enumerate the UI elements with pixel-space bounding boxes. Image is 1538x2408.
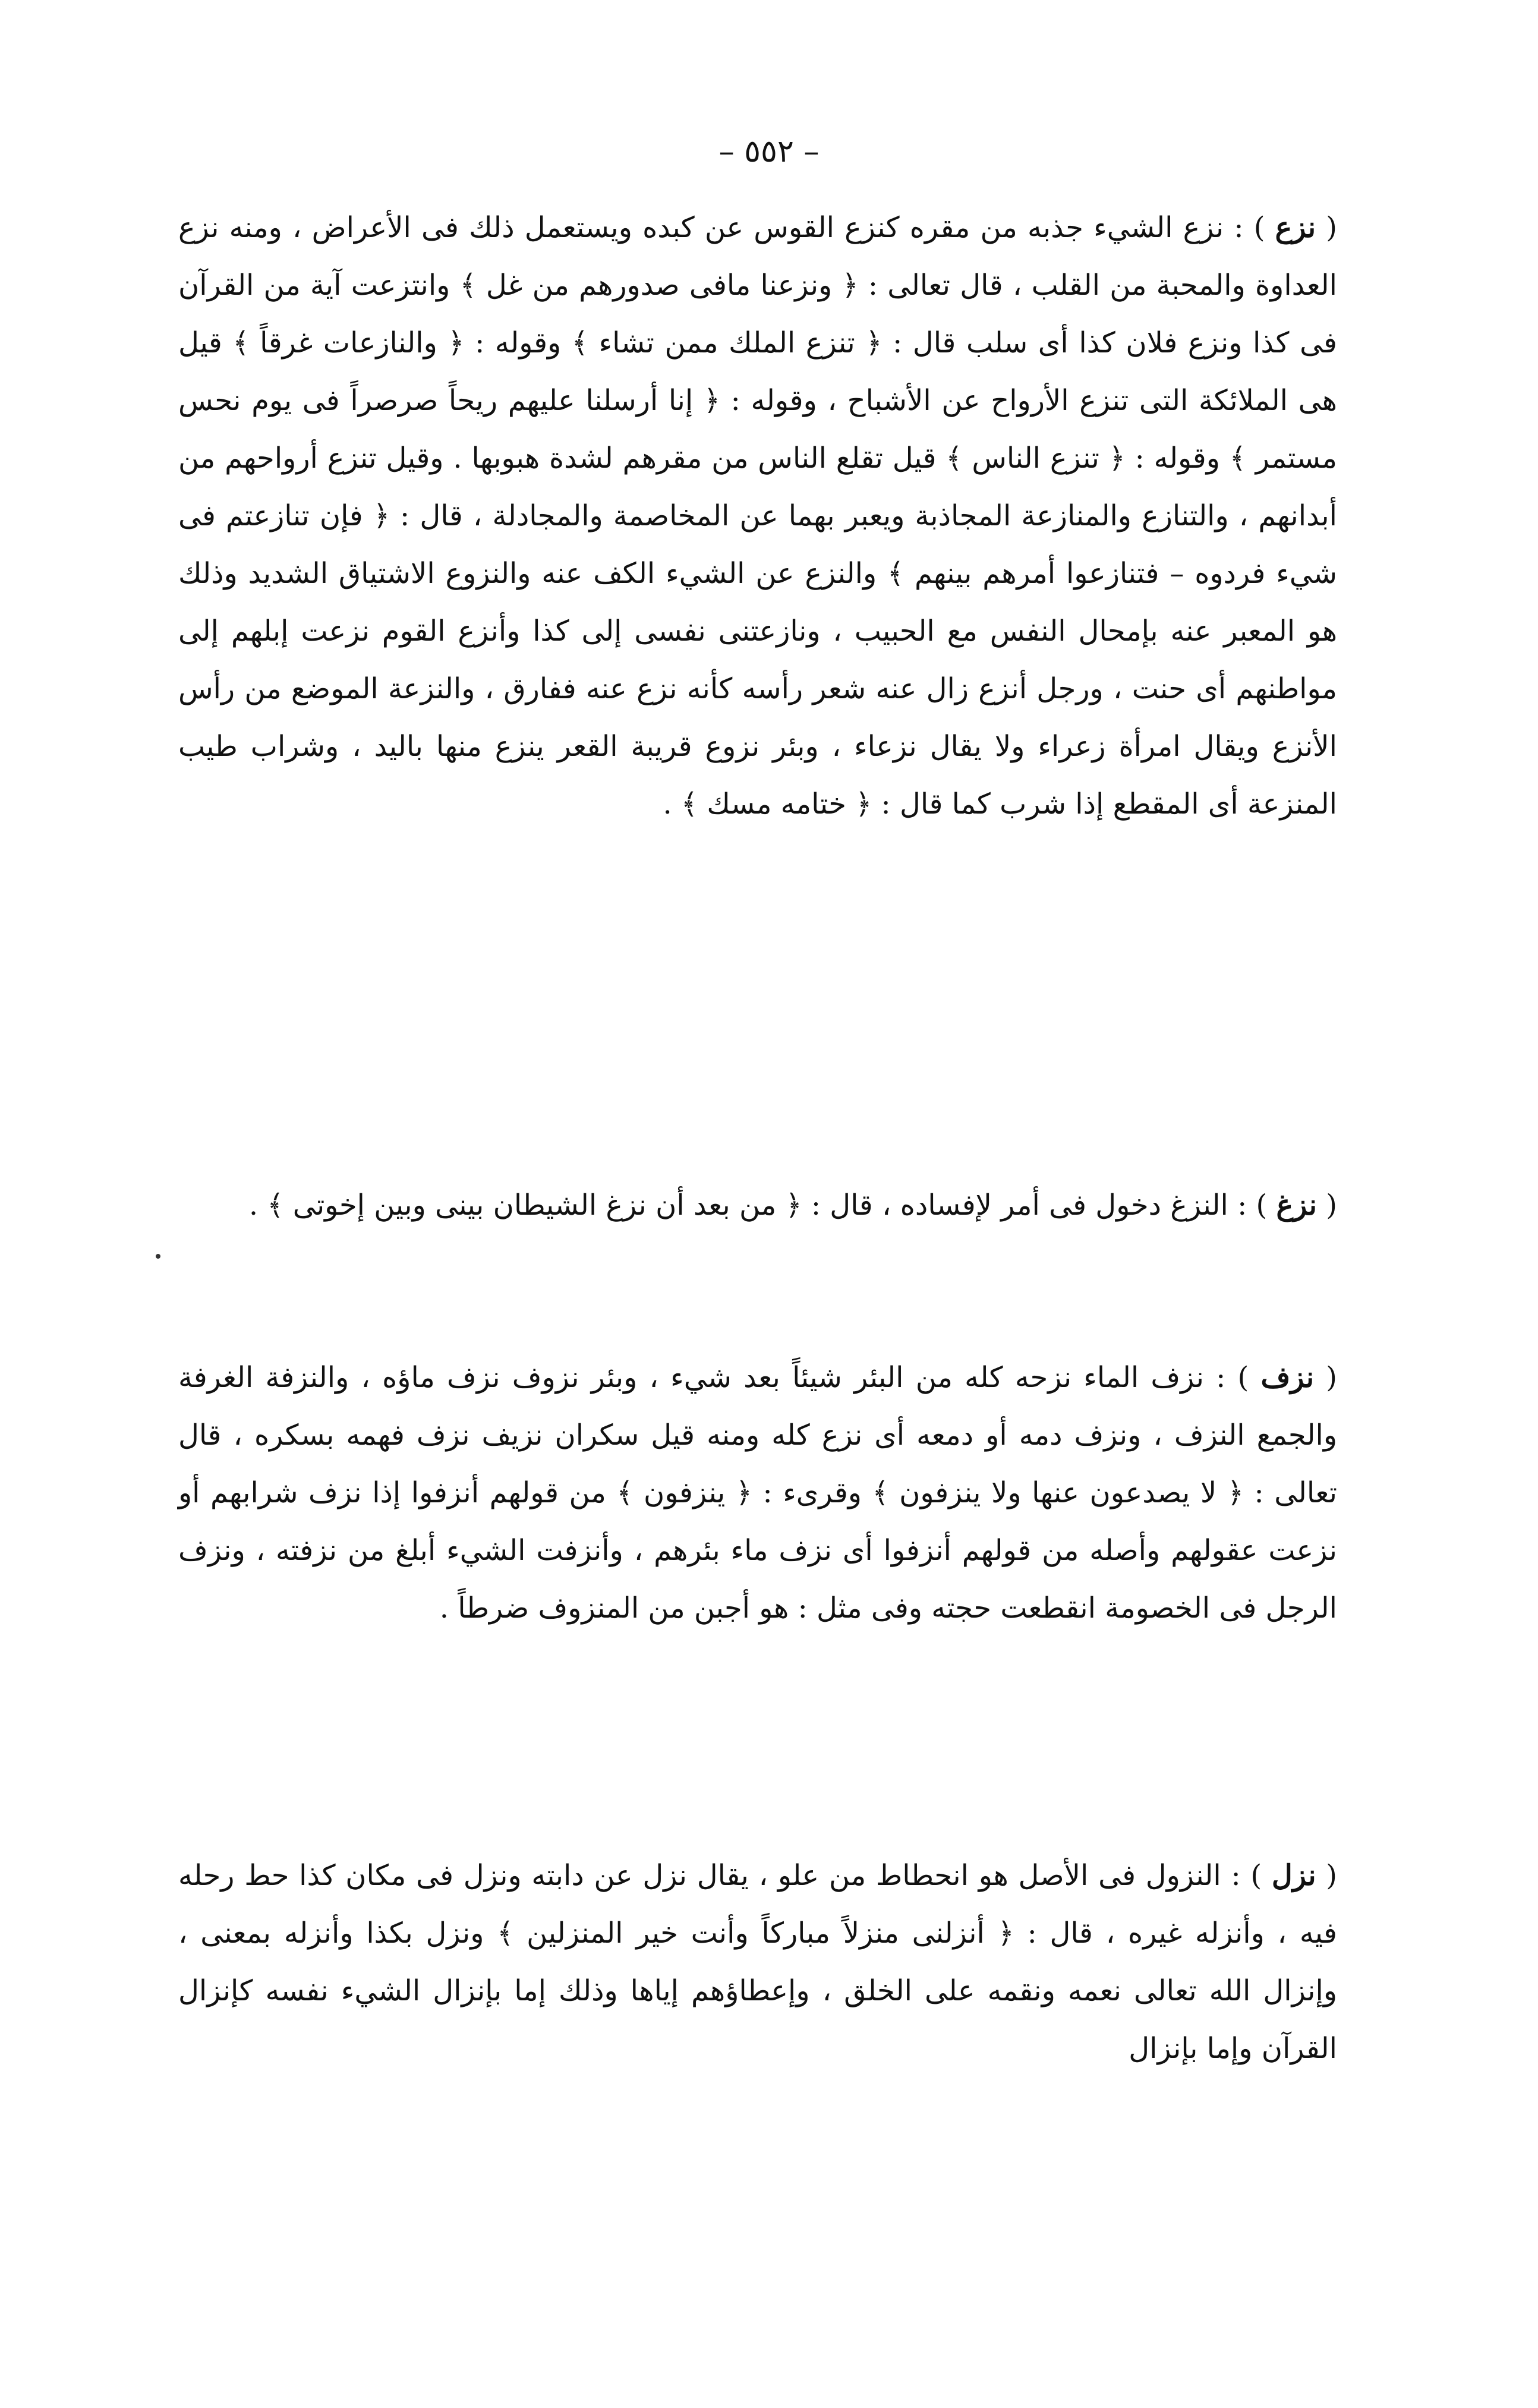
- page-number: – ٥٥٢ –: [718, 134, 820, 169]
- dictionary-entry-nazaf: [178, 1349, 1337, 1637]
- entry-headword: نزغ: [1276, 1189, 1318, 1222]
- entry-headword: نزف: [1260, 1361, 1315, 1394]
- close-paren: ): [1247, 1189, 1277, 1222]
- open-paren: (: [1316, 211, 1338, 244]
- dictionary-entry-naza: [178, 199, 1337, 833]
- open-paren: (: [1316, 1859, 1338, 1892]
- close-paren: ): [1225, 1361, 1261, 1394]
- dictionary-entry-nazagh: [178, 1177, 1337, 1234]
- open-paren: (: [1317, 1189, 1337, 1222]
- entry-headword: نزل: [1271, 1859, 1316, 1892]
- entry-body: : نزف الماء نزحه كله من البئر شيئاً بعد شيء ، وبئر نزوف نزف ماؤه ، والنزفة الغرفة والجمع النزف ، ونزف دمه أو دمعه أى نزع كله ومنه قيل سكران نزيف نزف فهمه بسكره ، قال تعالى : ﴿ لا يصدعون عنها ولا ينزفون ﴾ وقرىء : ﴿ ينزفون ﴾ من قولهم أنزفوا إذا نزف شرابهم أو نزعت عقولهم وأصله من قولهم أنزفوا أى نزف ماء بئرهم ، وأنزفت الشيء أبلغ من نزفته ، ونزف الرجل فى الخصومة انقطعت حجته وفى مثل : هو أجبن من المنزوف ضرطاً .: [178, 1361, 1337, 1625]
- close-paren: ): [1243, 211, 1275, 244]
- open-paren: (: [1314, 1361, 1338, 1394]
- entry-headword: نزع: [1275, 211, 1316, 244]
- dictionary-entry-nazal: [178, 1847, 1337, 2078]
- close-paren: ): [1240, 1859, 1272, 1892]
- entry-body: : النزغ دخول فى أمر لإفساده ، قال : ﴿ من بعد أن نزغ الشيطان بينى وبين إخوتى ﴾ .: [248, 1189, 1247, 1222]
- margin-dot: [156, 1254, 160, 1259]
- entry-body: : نزع الشيء جذبه من مقره كنزع القوس عن كبده ويستعمل ذلك فى الأعراض ، ومنه نزع العداوة والمحبة من القلب ، قال تعالى : ﴿ ونزعنا مافى صدورهم من غل ﴾ وانتزعت آية من القرآن فى كذا ونزع فلان كذا أى سلب قال : ﴿ تنزع الملك ممن تشاء ﴾ وقوله : ﴿ والنازعات غرقاً ﴾ قيل هى الملائكة التى تنزع الأرواح عن الأشباح ، وقوله : ﴿ إنا أرسلنا عليهم ريحاً صرصراً فى يوم نحس مستمر ﴾ وقوله : ﴿ تنزع الناس ﴾ قيل تقلع الناس من مقرهم لشدة هبوبها . وقيل تنزع أرواحهم من أبدانهم ، والتنازع والمنازعة المجاذبة ويعبر بهما عن المخاصمة والمجادلة ، قال : ﴿ فإن تنازعتم فى شيء فردوه – فتنازعوا أمرهم بينهم ﴾ والنزع عن الشيء الكف عنه والنزوع الاشتياق الشديد وذلك هو المعبر عنه بإمحال النفس مع الحبيب ، ونازعتنى نفسى إلى كذا وأنزع القوم نزعت إبلهم إلى مواطنهم أى حنت ، ورجل أنزع زال عنه شعر رأسه كأنه نزع عنه ففارق ، والنزعة الموضع من رأس الأنزع ويقال امرأة زعراء ولا يقال نزعاء ، وبئر نزوع قريبة القعر ينزع منها باليد ، وشراب طيب المنزعة أى المقطع إذا شرب كما قال : ﴿ ختامه مسك ﴾ .: [178, 211, 1338, 821]
- entry-body: : النزول فى الأصل هو انحطاط من علو ، يقال نزل عن دابته ونزل فى مكان كذا حط رحله فيه ، وأنزله غيره ، قال : ﴿ أنزلنى منزلاً مباركاً وأنت خير المنزلين ﴾ ونزل بكذا وأنزله بمعنى ، وإنزال الله تعالى نعمه ونقمه على الخلق ، وإعطاؤهم إياها وذلك إما بإنزال الشيء نفسه كإنزال القرآن وإما بإنزال: [178, 1859, 1337, 2065]
